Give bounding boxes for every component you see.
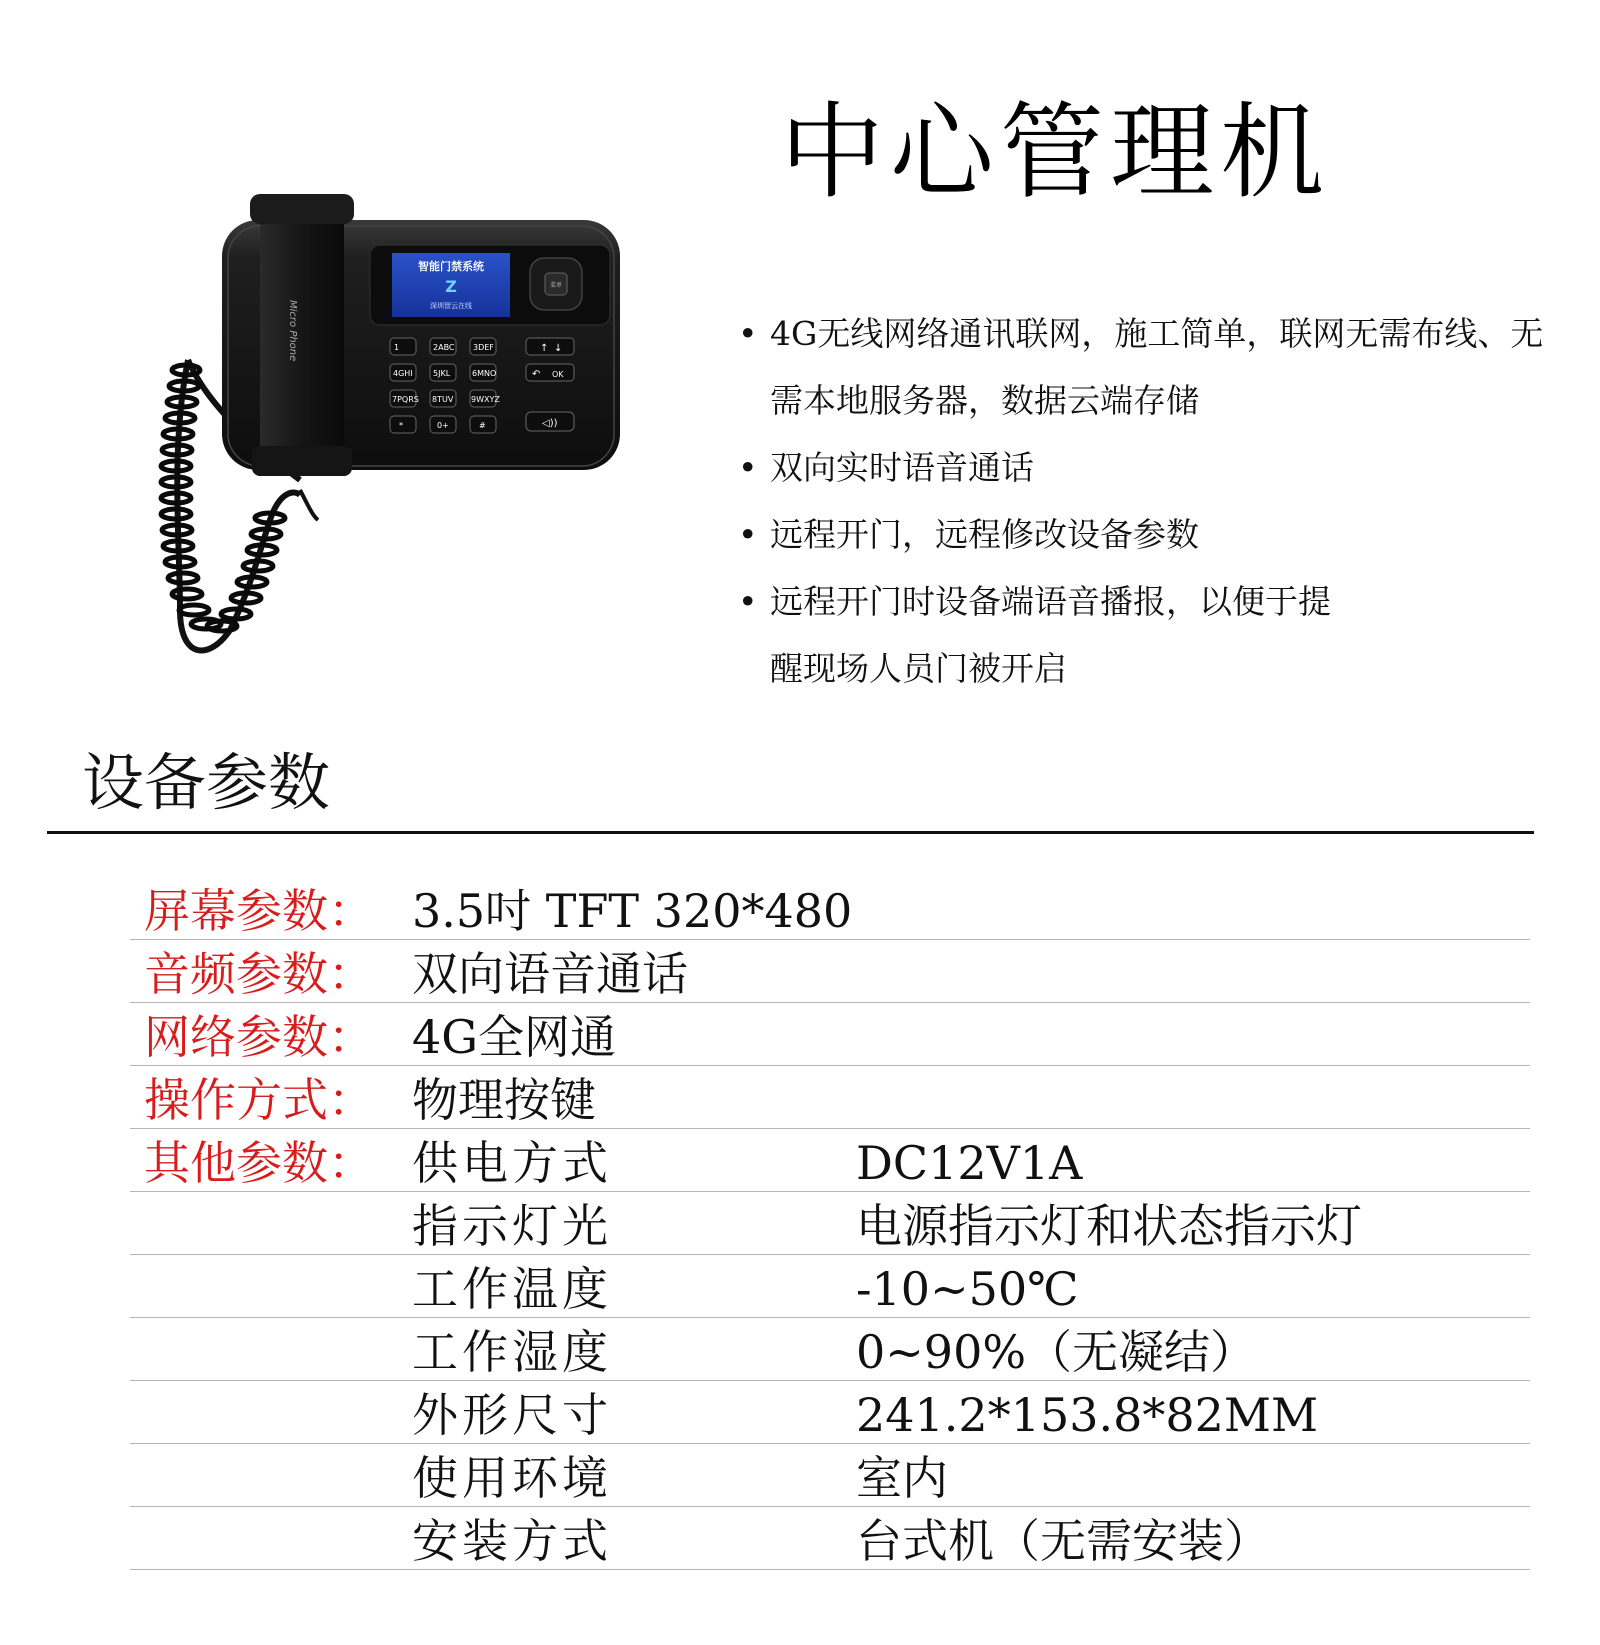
param-row [130,1318,1530,1381]
param-row [130,1444,1530,1507]
param-row [130,1003,1530,1066]
key-6[interactable]: 6MNO [472,369,497,378]
feature-item [738,300,1558,434]
sub-param-name: 安装方式 [412,1514,612,1568]
params-table [130,877,1530,1570]
sub-param-value: 241.2*153.8*82MM [856,1388,1319,1442]
key-7[interactable]: 7PQRS [392,395,419,404]
arrow-down-icon: ↓ [554,343,563,354]
speaker-icon: ◁)) [542,418,558,429]
param-row [130,1381,1530,1444]
param-key: 网络参数： [144,1010,374,1064]
screen-subtitle: 深圳智云在线 [430,302,472,310]
param-row [130,1507,1530,1570]
key-3[interactable]: 3DEF [473,343,494,352]
sub-param-name: 工作湿度 [412,1325,612,1379]
section-divider [47,831,1534,834]
arrow-up-icon: ↑ [540,343,549,354]
feature-text: 远程开门，远程修改设备参数 [770,515,1199,554]
key-2[interactable]: 2ABC [433,343,455,352]
bullet-icon: • [738,448,758,487]
param-value: 3.5吋 TFT 320*480 [412,884,853,938]
nav-center-label: 菜单 [549,282,563,289]
ok-key-label: OK [552,370,564,379]
sub-param-value: 0~90%（无凝结） [856,1325,1257,1379]
feature-text: 4G无线网络通讯联网，施工简单，联网无需布线、无需本地服务器，数据云端存储 [770,314,1544,420]
sub-param-name: 供电方式 [412,1136,612,1190]
param-value: 物理按键 [412,1073,596,1127]
sub-param-name: 外形尺寸 [412,1388,612,1442]
bullet-icon: • [738,582,758,621]
key-hash[interactable]: # [479,421,486,430]
screen-title: 智能门禁系统 [418,260,484,273]
sub-param-value: 台式机（无需安装） [856,1514,1270,1568]
param-key: 音频参数： [144,947,374,1001]
key-star[interactable]: * [399,421,403,430]
param-row [130,940,1530,1003]
param-key: 其他参数： [144,1136,374,1190]
feature-text: 远程开门时设备端语音播报，以便于提醒现场人员门被开启 [770,582,1331,688]
sub-param-name: 工作温度 [412,1262,612,1316]
feature-item [738,501,1558,568]
feature-list [738,300,1558,702]
product-image [140,190,660,710]
param-row [130,1192,1530,1255]
param-key: 操作方式： [144,1073,374,1127]
param-row [130,877,1530,940]
back-icon: ↶ [532,369,541,380]
sub-param-name: 使用环境 [412,1451,612,1505]
page-title: 中心管理机 [780,91,1331,213]
param-row [130,1066,1530,1129]
param-row [130,1129,1530,1192]
param-value: 4G全网通 [412,1010,617,1064]
sub-param-value: 电源指示灯和状态指示灯 [856,1199,1362,1253]
param-value: 双向语音通话 [412,947,688,1001]
key-0[interactable]: 0+ [437,421,449,430]
feature-item [738,434,1558,501]
key-8[interactable]: 8TUV [432,395,454,404]
feature-item [738,568,1558,702]
section-title: 设备参数 [82,746,331,819]
sub-param-name: 指示灯光 [412,1199,612,1253]
up-down-key[interactable] [526,338,574,355]
sub-param-value: -10~50℃ [856,1262,1079,1316]
key-9[interactable]: 9WXYZ [471,395,500,404]
sub-param-value: DC12V1A [856,1136,1083,1190]
key-1[interactable]: 1 [394,343,400,352]
param-key: 屏幕参数： [144,884,374,938]
screen-logo: Z [445,277,457,296]
key-5[interactable]: 5JKL [433,369,451,378]
feature-text: 双向实时语音通话 [770,448,1034,487]
bullet-icon: • [738,314,758,353]
handset-label: Micro Phone [287,300,298,362]
handset[interactable] [260,194,344,476]
sub-param-value: 室内 [856,1451,948,1505]
bullet-icon: • [738,515,758,554]
key-4[interactable]: 4GHI [393,369,413,378]
param-row [130,1255,1530,1318]
